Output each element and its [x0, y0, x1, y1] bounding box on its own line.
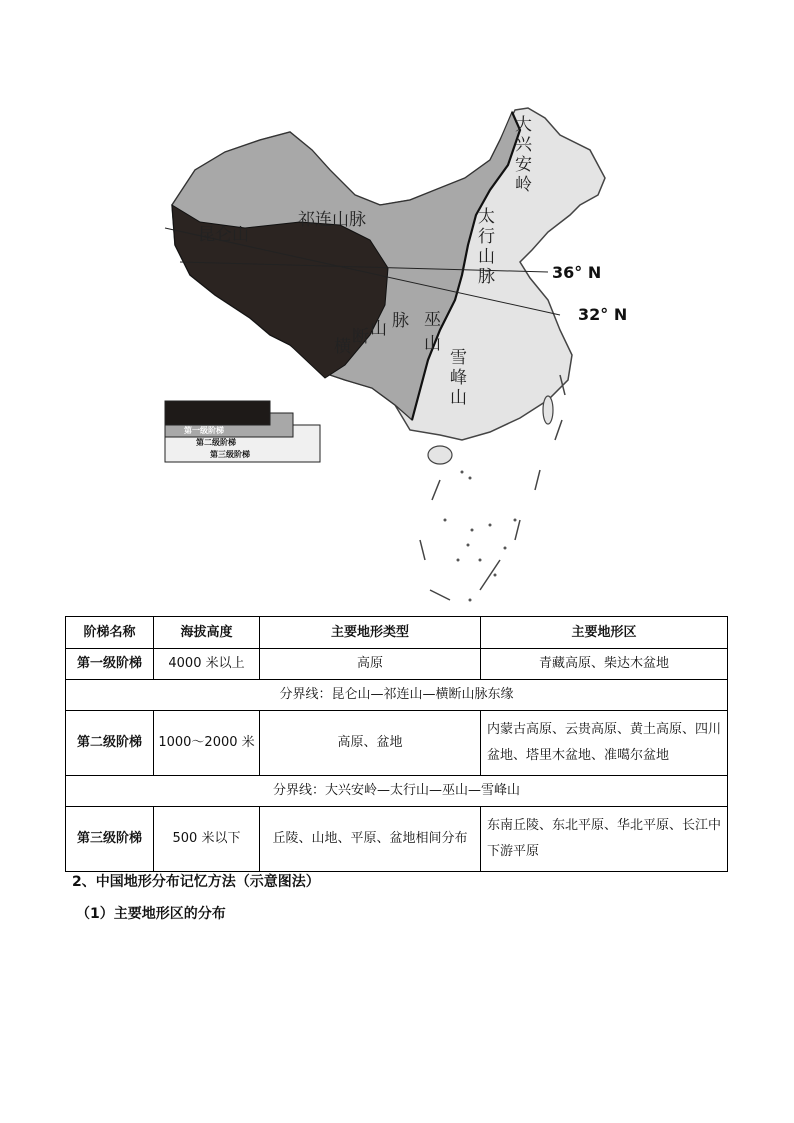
legend-step1: 第一级阶梯	[184, 426, 224, 435]
label-qilian: 祁连山脉	[298, 210, 366, 230]
label-lat-36: 36° N	[552, 263, 602, 282]
svg-text:兴: 兴	[515, 135, 532, 155]
svg-text:山: 山	[370, 319, 387, 339]
table-row-step2	[66, 711, 728, 776]
svg-text:山: 山	[424, 334, 441, 354]
step3-altitude: 500 米以下	[154, 807, 260, 872]
step1-name: 第一级阶梯	[66, 649, 154, 680]
step2-altitude: 1000～2000 米	[154, 711, 260, 776]
svg-text:脉: 脉	[478, 267, 495, 287]
svg-text:横: 横	[334, 337, 351, 357]
step2-name: 第二级阶梯	[66, 711, 154, 776]
label-lat-32: 32° N	[578, 305, 628, 324]
svg-text:断: 断	[352, 327, 369, 347]
step1-types: 高原	[260, 649, 481, 680]
step2-types: 高原、盆地	[260, 711, 481, 776]
svg-text:雪: 雪	[450, 348, 467, 368]
table-row-divider2	[66, 776, 728, 807]
table-row-step3	[66, 807, 728, 872]
terrain-map-svg	[150, 100, 650, 610]
svg-text:行: 行	[478, 227, 495, 247]
svg-text:巫: 巫	[424, 310, 441, 330]
label-taihang-vertical	[478, 207, 495, 287]
divider1-text: 分界线：昆仑山—祁连山—横断山脉东缘	[66, 680, 728, 711]
legend-step2: 第二级阶梯	[196, 438, 236, 447]
step1-altitude: 4000 米以上	[154, 649, 260, 680]
label-kunlun: 昆仑山	[198, 225, 249, 245]
svg-text:安: 安	[515, 155, 532, 175]
header-terrain-types: 主要地形类型	[260, 617, 481, 649]
header-step-name: 阶梯名称	[66, 617, 154, 649]
svg-text:山: 山	[478, 247, 495, 267]
step3-name: 第三级阶梯	[66, 807, 154, 872]
step3-types: 丘陵、山地、平原、盆地相间分布	[260, 807, 481, 872]
svg-text:大: 大	[515, 115, 532, 135]
map-hainan-island	[428, 446, 452, 464]
header-altitude: 海拔高度	[154, 617, 260, 649]
subsection-heading-distribution: （1）主要地形区的分布	[76, 906, 226, 922]
map-taiwan-island	[543, 396, 553, 424]
terrain-steps-table	[65, 616, 728, 872]
map-south-sea-islands	[444, 471, 517, 602]
divider2-text: 分界线：大兴安岭—太行山—巫山—雪峰山	[66, 776, 728, 807]
legend-step3: 第三级阶梯	[210, 450, 250, 459]
header-terrain-regions: 主要地形区	[481, 617, 728, 649]
label-daxinganling-vertical	[515, 115, 533, 195]
step1-regions: 青藏高原、柴达木盆地	[481, 649, 728, 680]
table-row-step1	[66, 649, 728, 680]
svg-text:岭: 岭	[515, 175, 532, 195]
svg-text:山: 山	[450, 388, 467, 408]
china-terrain-map	[150, 100, 650, 610]
label-xuefeng-vertical	[450, 348, 467, 408]
svg-text:脉: 脉	[392, 311, 409, 331]
map-legend	[165, 401, 320, 462]
table-row-divider1	[66, 680, 728, 711]
step2-regions: 内蒙古高原、云贵高原、黄土高原、四川盆地、塔里木盆地、准噶尔盆地	[481, 711, 728, 776]
section-heading-memory-method: 2、中国地形分布记忆方法（示意图法）	[72, 874, 320, 890]
step3-regions: 东南丘陵、东北平原、华北平原、长江中下游平原	[481, 807, 728, 872]
svg-text:峰: 峰	[450, 368, 467, 388]
table-header-row	[66, 617, 728, 649]
svg-text:太: 太	[478, 207, 495, 227]
